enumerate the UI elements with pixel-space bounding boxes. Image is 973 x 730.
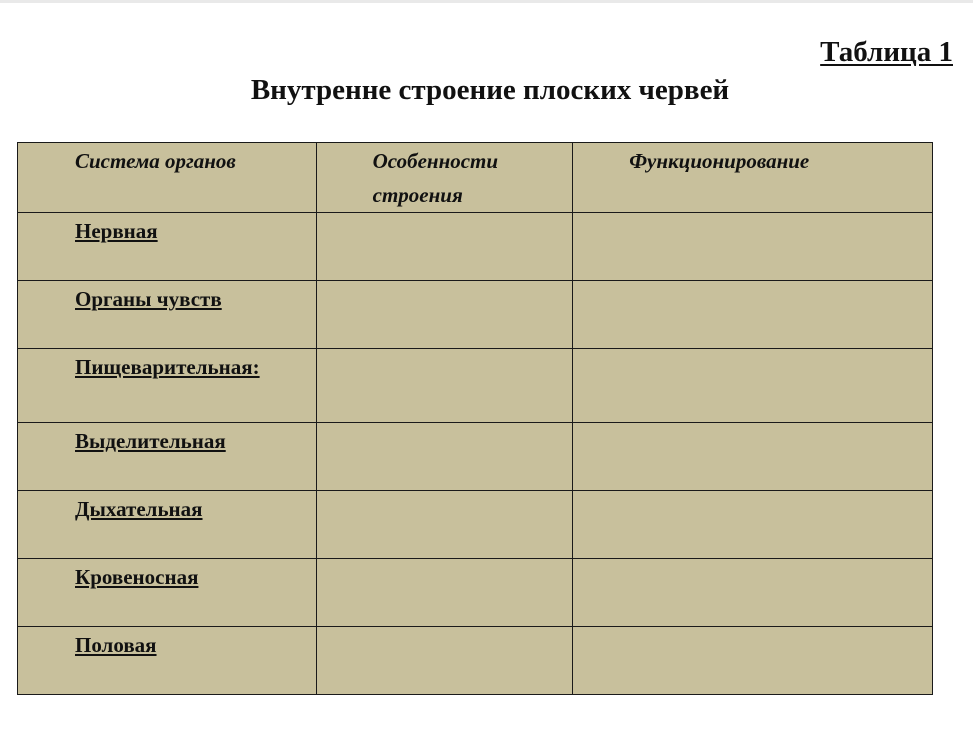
row-label: Половая — [75, 633, 157, 657]
header-functioning: Функционирование — [573, 143, 933, 213]
cell-structure[interactable] — [316, 559, 573, 627]
cell-system — [18, 491, 317, 559]
table-row — [18, 627, 933, 695]
table-row — [18, 213, 933, 281]
cell-system — [18, 281, 317, 349]
cell-structure[interactable] — [316, 349, 573, 423]
header-structure-features: Особенности строения — [316, 143, 573, 213]
cell-system — [18, 559, 317, 627]
row-label: Дыхательная — [75, 497, 203, 521]
table-row — [18, 491, 933, 559]
cell-function[interactable] — [573, 627, 933, 695]
cell-system — [18, 213, 317, 281]
cell-structure[interactable] — [316, 281, 573, 349]
row-label: Пищеварительная: — [75, 355, 260, 379]
cell-function[interactable] — [573, 281, 933, 349]
row-label: Выделительная — [75, 429, 226, 453]
row-label: Органы чувств — [75, 287, 222, 311]
table-header-row — [18, 143, 933, 213]
cell-structure[interactable] — [316, 423, 573, 491]
cell-function[interactable] — [573, 423, 933, 491]
cell-system — [18, 627, 317, 695]
cell-system — [18, 349, 317, 423]
cell-function[interactable] — [573, 349, 933, 423]
table-number: Таблица 1 — [820, 36, 953, 68]
header-organ-system: Система органов — [18, 143, 317, 213]
table-row — [18, 349, 933, 423]
table-row — [18, 281, 933, 349]
cell-function[interactable] — [573, 213, 933, 281]
table-row — [18, 559, 933, 627]
page-top-edge — [0, 0, 973, 3]
row-label: Кровеносная — [75, 565, 199, 589]
document-title: Внутренне строение плоских червей — [250, 74, 730, 106]
cell-system — [18, 423, 317, 491]
cell-function[interactable] — [573, 559, 933, 627]
cell-structure[interactable] — [316, 213, 573, 281]
row-label: Нервная — [75, 219, 158, 243]
cell-structure[interactable] — [316, 627, 573, 695]
cell-structure[interactable] — [316, 491, 573, 559]
organ-systems-table — [17, 142, 933, 695]
cell-function[interactable] — [573, 491, 933, 559]
table-row — [18, 423, 933, 491]
